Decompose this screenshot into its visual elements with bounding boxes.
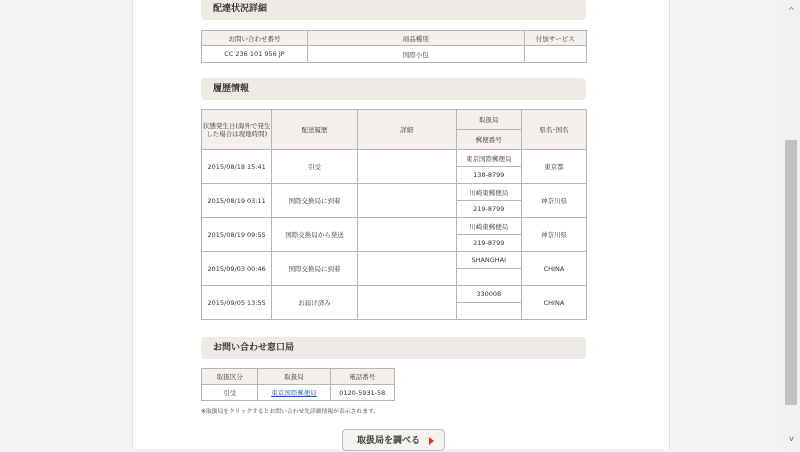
phone-column-header: 電話番号 <box>330 369 394 385</box>
delivery-details-table <box>201 30 587 63</box>
office-cell: 川崎東郵便局 <box>456 184 521 201</box>
status-cell: お届け済み <box>272 286 357 320</box>
phone-cell: 0120-5931-58 <box>330 385 394 401</box>
table-row <box>202 184 587 201</box>
region-cell: 東京都 <box>521 150 586 184</box>
region-cell: 神奈川県 <box>521 218 586 252</box>
contact-office-header: お問い合わせ窓口局 <box>201 337 586 359</box>
detail-cell <box>357 184 456 218</box>
history-header: 履歴情報 <box>201 78 586 100</box>
table-row <box>202 150 587 167</box>
detail-cell <box>357 150 456 184</box>
postal-cell <box>456 303 521 320</box>
office-cell: 東京国際郵便局 <box>456 150 521 167</box>
search-office-button[interactable] <box>342 429 445 451</box>
contact-office-table <box>201 368 395 401</box>
item-type-cell: 国際小包 <box>307 46 524 63</box>
date-cell: 2015/08/18 15:41 <box>202 150 272 184</box>
region-cell: CHINA <box>521 252 586 286</box>
postal-cell <box>456 269 521 286</box>
tracking-page <box>132 0 670 449</box>
office-cell: 330008 <box>456 286 521 303</box>
search-office-button-label: 取扱局を調べる <box>357 436 421 446</box>
postal-cell: 219-8799 <box>456 201 521 218</box>
date-cell: 2015/08/19 09:55 <box>202 218 272 252</box>
office-link[interactable]: 東京国際郵便局 <box>271 389 317 397</box>
status-column-header: 配送履歴 <box>272 110 357 150</box>
region-cell: CHINA <box>521 286 586 320</box>
item-type-column-header: 商品種別 <box>307 31 524 46</box>
additional-service-column-header: 付加サービス <box>524 31 586 46</box>
detail-cell <box>357 218 456 252</box>
handling-type-column-header: 取扱区分 <box>202 369 258 385</box>
arrow-right-icon <box>429 437 434 445</box>
status-cell: 国際交換局に到着 <box>272 252 357 286</box>
vertical-scrollbar[interactable] <box>783 0 800 449</box>
office-column-header: 取扱局 <box>456 110 521 130</box>
table-row <box>202 252 587 269</box>
tracking-number-column-header: お問い合わせ番号 <box>202 31 308 46</box>
region-cell: 神奈川県 <box>521 184 586 218</box>
detail-cell <box>357 286 456 320</box>
table-row <box>202 218 587 235</box>
table-row <box>202 46 587 63</box>
date-cell: 2015/08/19 03:11 <box>202 184 272 218</box>
detail-column-header: 詳細 <box>357 110 456 150</box>
scroll-down-icon[interactable]: v <box>789 434 794 443</box>
tracking-number-cell: CC 236 101 956 JP <box>202 46 308 63</box>
office-cell <box>258 385 330 401</box>
scroll-thumb[interactable] <box>785 140 797 405</box>
date-cell: 2015/09/03 00:46 <box>202 252 272 286</box>
postal-column-header: 郵便番号 <box>456 130 521 150</box>
status-cell: 引受 <box>272 150 357 184</box>
office-link-note: ※取扱局をクリックするとお問い合わせ先詳細情報が表示されます。 <box>201 409 380 415</box>
postal-cell: 219-8799 <box>456 235 521 252</box>
status-cell: 国際交換局から発送 <box>272 218 357 252</box>
region-column-header: 県名･国名 <box>521 110 586 150</box>
history-table <box>201 109 587 320</box>
delivery-details-header: 配達状況詳細 <box>201 0 586 20</box>
office-cell: 川崎東郵便局 <box>456 218 521 235</box>
table-row <box>202 385 395 401</box>
office-column-header: 取扱局 <box>258 369 330 385</box>
table-row <box>202 286 587 303</box>
handling-type-cell: 引受 <box>202 385 258 401</box>
office-cell: SHANGHAI <box>456 252 521 269</box>
postal-cell: 138-8799 <box>456 167 521 184</box>
additional-service-cell <box>524 46 586 63</box>
date-column-header: 状態発生日(海外で発生した場合は現地時間) <box>202 110 272 150</box>
date-cell: 2015/09/05 13:55 <box>202 286 272 320</box>
detail-cell <box>357 252 456 286</box>
scroll-up-icon[interactable]: ^ <box>788 6 795 15</box>
status-cell: 国際交換局に到着 <box>272 184 357 218</box>
